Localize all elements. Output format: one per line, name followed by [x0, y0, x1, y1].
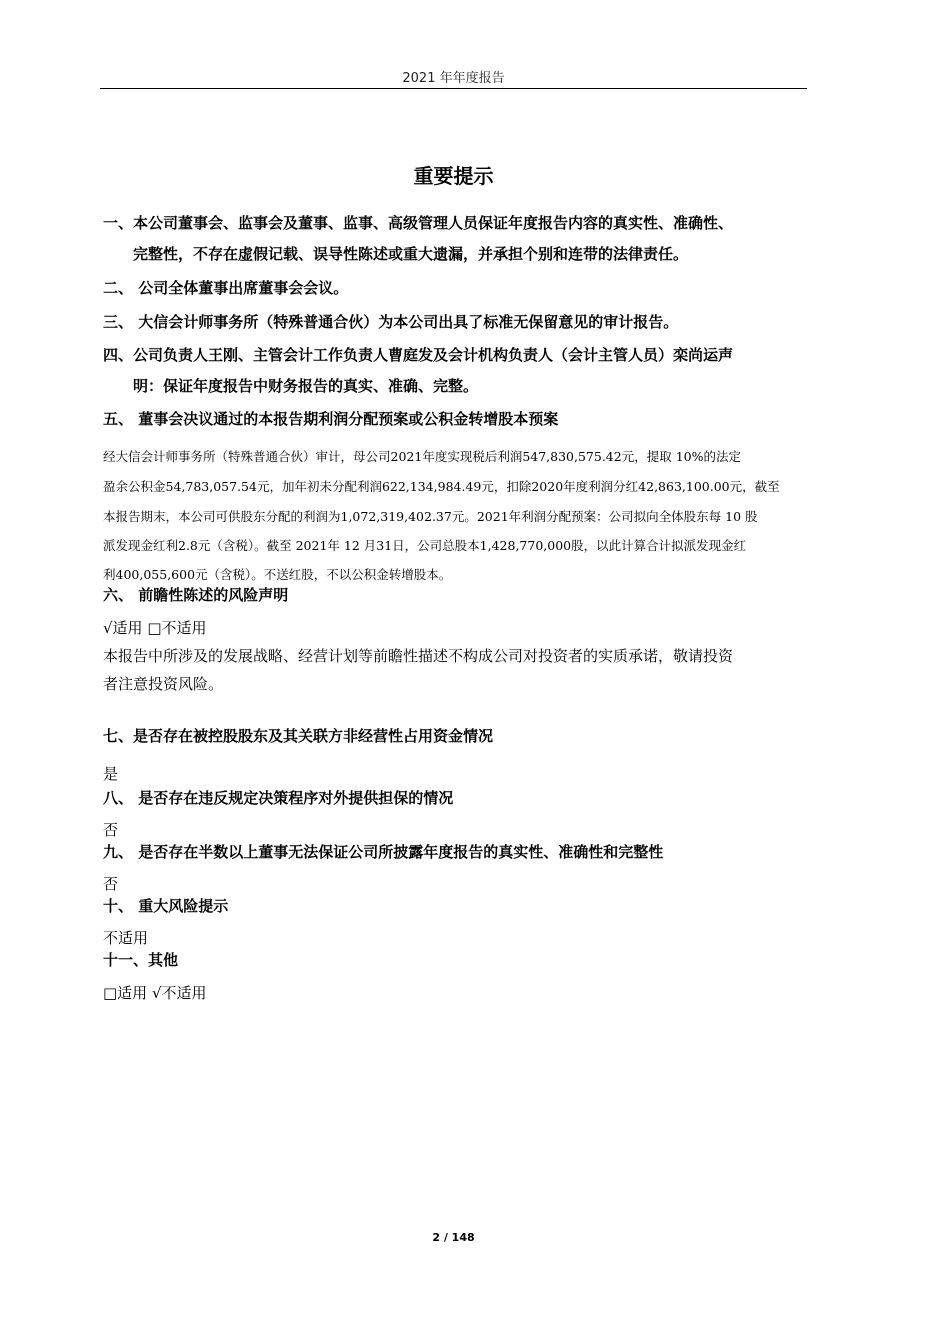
item-7-answer: 是: [103, 765, 119, 783]
item-1-line-1: 一、本公司董事会、监事会及董事、监事、高级管理人员保证年度报告内容的真实性、准确性、: [103, 214, 734, 232]
item-6-applicability: √适用 □不适用: [103, 619, 207, 637]
item-4-line-1: 四、公司负责人王刚、主管会计工作负责人曹庭发及会计机构负责人（会计主管人员）栾尚运声: [103, 346, 734, 364]
item-3: 三、 大信会计师事务所（特殊普通合伙）为本公司出具了标准无保留意见的审计报告。: [103, 313, 679, 331]
item-10-answer: 不适用: [103, 929, 149, 947]
item-9-answer: 否: [103, 875, 119, 893]
item-11-heading: 十一、其他: [103, 951, 179, 969]
item-5-body-line-1: 经大信会计师事务所（特殊普通合伙）审计，母公司2021年度实现税后利润547,830,575.42元，提取 10%的法定: [103, 449, 741, 464]
item-5-body-line-4: 派发现金红利2.8元（含税）。截至 2021年 12 月31日，公司总股本1,428,770,000股，以此计算合计拟派发现金红: [103, 538, 747, 553]
item-5-body-line-3: 本报告期末，本公司可供股东分配的利润为1,072,319,402.37元。2021年利润分配预案：公司拟向全体股东每 10 股: [103, 509, 758, 524]
page-number: 2 / 148: [432, 1231, 475, 1244]
item-5-heading: 五、 董事会决议通过的本报告期利润分配预案或公积金转增股本预案: [103, 410, 559, 428]
item-11-applicability: □适用 √不适用: [103, 984, 207, 1002]
item-7-heading: 七、是否存在被控股股东及其关联方非经营性占用资金情况: [103, 727, 494, 745]
running-header: 2021 年年度报告: [402, 71, 505, 86]
item-8-heading: 八、 是否存在违反规定决策程序对外提供担保的情况: [103, 789, 454, 807]
item-5-body-line-2: 盈余公积金54,783,057.54元，加年初未分配利润622,134,984.49元，扣除2020年度利润分红42,863,100.00元，截至: [103, 479, 780, 494]
header-rule: [100, 88, 807, 89]
item-4-line-2: 明：保证年度报告中财务报告的真实、准确、完整。: [133, 377, 479, 395]
item-6-body-line-1: 本报告中所涉及的发展战略、经营计划等前瞻性描述不构成公司对投资者的实质承诺，敬请投资: [103, 647, 734, 665]
item-2: 二、 公司全体董事出席董事会会议。: [103, 279, 349, 297]
item-10-heading: 十、 重大风险提示: [103, 897, 229, 915]
item-6-heading: 六、 前瞻性陈述的风险声明: [103, 586, 289, 604]
page-title: 重要提示: [413, 164, 494, 188]
item-6-body-line-2: 者注意投资风险。: [103, 675, 224, 693]
item-5-body-line-5: 利400,055,600元（含税）。不送红股，不以公积金转增股本。: [103, 567, 452, 582]
item-8-answer: 否: [103, 821, 119, 839]
item-9-heading: 九、 是否存在半数以上董事无法保证公司所披露年度报告的真实性、准确性和完整性: [103, 843, 664, 861]
item-1-line-2: 完整性，不存在虚假记载、误导性陈述或重大遗漏，并承担个别和连带的法律责任。: [133, 245, 689, 263]
